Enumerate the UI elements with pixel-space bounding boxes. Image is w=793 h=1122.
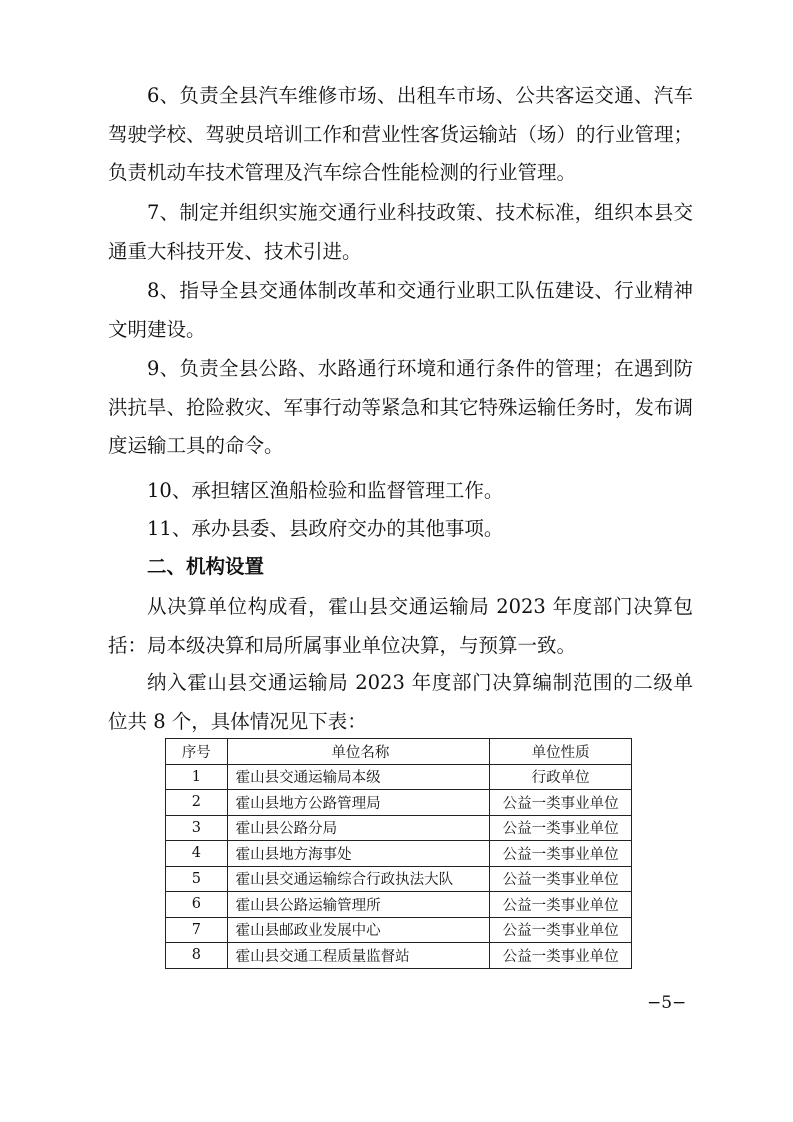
section-heading: 二、机构设置 [147, 555, 265, 578]
cell-unit-name: 霍山县地方海事处 [227, 841, 490, 867]
page-number: −5− [647, 993, 687, 1013]
paragraph-item-11: 11、承办县委、县政府交办的其他事项。 [147, 517, 504, 540]
paragraph-item-9: 9、负责全县公路、水路通行环境和通行条件的管理；在遇到防洪抗旱、抢险救灾、军事行动等紧急和其它特殊运输任务时，发布调度运输工具的命令。 [108, 357, 694, 458]
cell-serial: 2 [166, 790, 228, 816]
paragraph-units-intro: 纳入霍山县交通运输局 2023 年度部门决算编制范围的二级单位共 8 个，具体情况见下表： [108, 671, 693, 733]
paragraph-item-10: 10、承担辖区渔船检验和监督管理工作。 [147, 479, 504, 502]
table-row [166, 790, 632, 816]
cell-unit-name: 霍山县公路分局 [227, 815, 490, 841]
table-header-row [166, 739, 632, 765]
header-unit-type: 单位性质 [490, 739, 632, 765]
table-row [166, 764, 632, 790]
paragraph-item-8: 8、指导全县交通体制改革和交通行业职工队伍建设、行业精神文明建设。 [108, 279, 693, 341]
table-row [166, 943, 632, 969]
cell-unit-name: 霍山县交通工程质量监督站 [227, 943, 490, 969]
cell-serial: 1 [166, 764, 228, 790]
cell-unit-type: 公益一类事业单位 [490, 943, 632, 969]
cell-serial: 3 [166, 815, 228, 841]
paragraph-item-7: 7、制定并组织实施交通行业科技政策、技术标准，组织本县交通重大科技开发、技术引进。 [108, 201, 693, 263]
cell-serial: 4 [166, 841, 228, 867]
cell-unit-name: 霍山县邮政业发展中心 [227, 917, 490, 943]
cell-unit-type: 公益一类事业单位 [490, 892, 632, 918]
units-table [165, 738, 632, 969]
cell-unit-name: 霍山县交通运输局本级 [227, 764, 490, 790]
cell-unit-name: 霍山县交通运输综合行政执法大队 [227, 866, 490, 892]
cell-serial: 6 [166, 892, 228, 918]
table-row [166, 892, 632, 918]
paragraph-item-6: 6、负责全县汽车维修市场、出租车市场、公共客运交通、汽车驾驶学校、驾驶员培训工作和营业性客货运输站（场）的行业管理；负责机动车技术管理及汽车综合性能检测的行业管理。 [108, 84, 694, 185]
header-unit-name: 单位名称 [227, 739, 490, 765]
cell-unit-type: 公益一类事业单位 [490, 815, 632, 841]
cell-unit-type: 公益一类事业单位 [490, 841, 632, 867]
cell-serial: 5 [166, 866, 228, 892]
table-row [166, 866, 632, 892]
cell-unit-type: 公益一类事业单位 [490, 866, 632, 892]
cell-serial: 8 [166, 943, 228, 969]
header-serial: 序号 [166, 739, 228, 765]
paragraph-scope: 从决算单位构成看，霍山县交通运输局 2023 年度部门决算包括：局本级决算和局所属事业单位决算，与预算一致。 [108, 595, 693, 657]
cell-unit-type: 公益一类事业单位 [490, 790, 632, 816]
table-row [166, 815, 632, 841]
cell-serial: 7 [166, 917, 228, 943]
table-row [166, 917, 632, 943]
cell-unit-type: 行政单位 [490, 764, 632, 790]
table-row [166, 841, 632, 867]
cell-unit-name: 霍山县公路运输管理所 [227, 892, 490, 918]
cell-unit-name: 霍山县地方公路管理局 [227, 790, 490, 816]
cell-unit-type: 公益一类事业单位 [490, 917, 632, 943]
